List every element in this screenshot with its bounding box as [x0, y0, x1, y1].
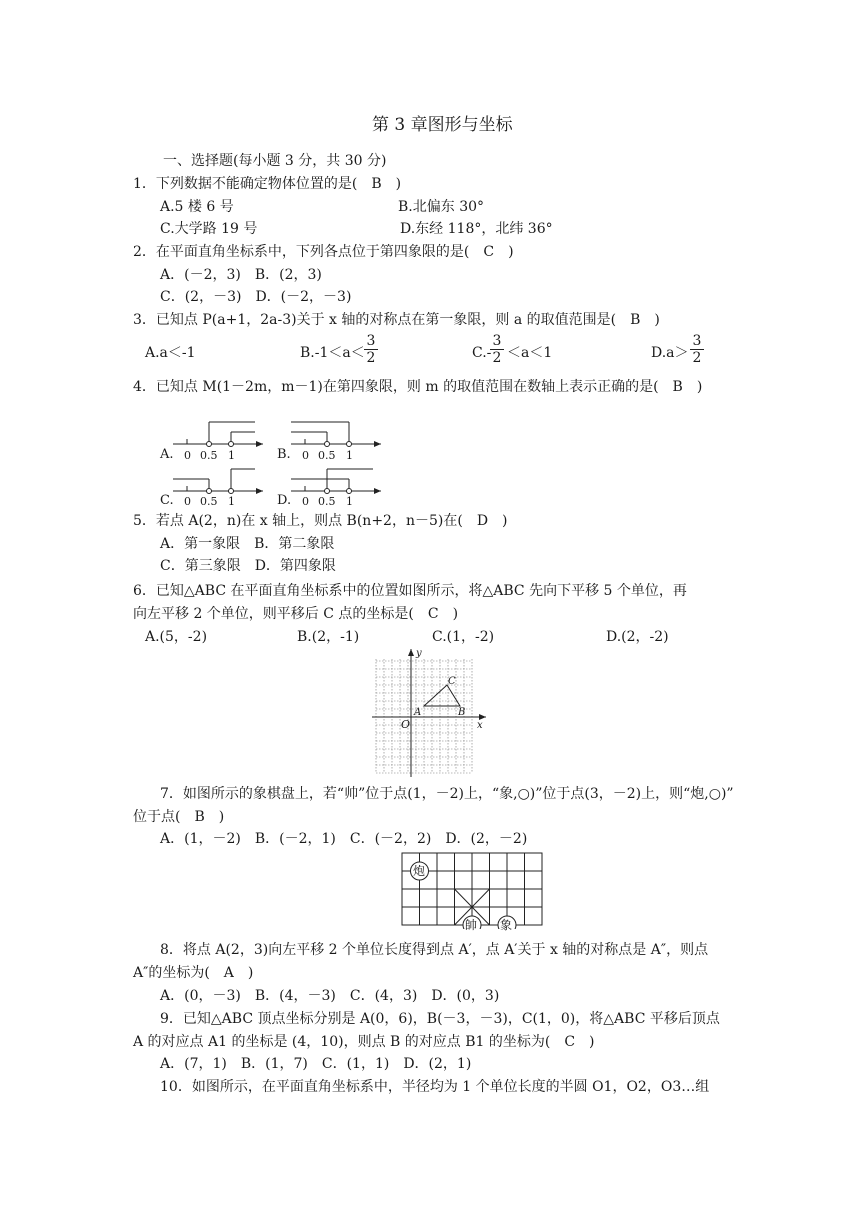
q4-tick-05: 0.5	[318, 449, 336, 462]
q1-stem: 1．下列数据不能确定物体位置的是( B )	[133, 176, 402, 192]
q6-option-b: B.(2，-1)	[297, 629, 360, 645]
q4-line-b	[291, 422, 381, 447]
q4-label-b: B.	[277, 447, 291, 462]
q6-origin-label: O	[401, 718, 411, 731]
q7-options: A．(1，－2) B．(－2，1) C．(－2，2) D．(2，－2)	[160, 831, 528, 847]
q4-stem: 4．已知点 M(1－2m，m－1)在第四象限，则 m 的取值范围在数轴上表示正确的是( B )	[133, 379, 703, 395]
q1-option-a: A.5 楼 6 号	[160, 199, 234, 215]
section-heading: 一、选择题(每小题 3 分，共 30 分)	[163, 153, 387, 169]
q3-option-a: A.a＜-1	[145, 345, 196, 361]
q6-option-d: D.(2，-2)	[606, 629, 669, 645]
q9-stem-line1: 9．已知△ABC 顶点坐标分别是 A(0，6)，B(－3，－3)，C(1，0)，将△ABC 平移后顶点	[160, 1011, 720, 1027]
q1-option-c: C.大学路 19 号	[160, 221, 258, 237]
q2-options-cd: C．(2，－3) D．(－2，－3)	[160, 289, 352, 305]
q6-point-a-label: A	[414, 707, 422, 718]
q3-option-d: D.a＞	[651, 345, 689, 361]
q5-stem: 5．若点 A(2，n)在 x 轴上，则点 B(n+2，n－5)在( D )	[133, 513, 508, 529]
q6-point-c-label: C	[448, 676, 456, 687]
q2-options-ab: A．(－2，3) B．(2，3)	[160, 267, 322, 283]
q7-xiang-piece: 象	[500, 918, 513, 932]
q4-label-c: C.	[160, 493, 174, 508]
q4-tick-1: 1	[228, 449, 235, 462]
q4-line-a	[173, 422, 263, 447]
q4-tick-0: 0	[302, 495, 309, 508]
q6-point-b-label: B	[458, 707, 466, 718]
q4-tick-0: 0	[184, 449, 191, 462]
q4-tick-1: 1	[228, 495, 235, 508]
q2-stem: 2．在平面直角坐标系中，下列各点位于第四象限的是( C )	[133, 244, 514, 260]
q5-options-cd: C．第三象限 D．第四象限	[160, 558, 336, 574]
q7-shuai-piece: 帥	[465, 918, 478, 932]
q6-x-label: x	[477, 720, 483, 731]
q3-stem: 3．已知点 P(a+1，2a-3)关于 x 轴的对称点在第一象限，则 a 的取值范围是( B )	[133, 312, 660, 328]
q4-tick-05: 0.5	[318, 495, 336, 508]
q3-option-c-post: ＜a＜1	[507, 345, 553, 361]
q6-y-label: y	[416, 648, 422, 659]
q7-stem-line2: 位于点( B )	[133, 809, 225, 825]
q3-option-b: B.-1＜a＜	[300, 345, 365, 361]
q6-option-a: A.(5，-2)	[145, 629, 208, 645]
q6-coordinate-figure	[372, 647, 490, 779]
q4-tick-1: 1	[346, 449, 353, 462]
q6-option-c: C.(1，-2)	[432, 629, 495, 645]
q4-line-d	[291, 469, 381, 494]
q4-label-a: A.	[160, 447, 174, 462]
q4-tick-1: 1	[346, 495, 353, 508]
q1-option-b: B.北偏东 30°	[398, 199, 485, 215]
q1-option-d: D.东经 118°，北纬 36°	[400, 221, 553, 237]
q5-options-ab: A．第一象限 B．第二象限	[160, 536, 335, 552]
q3-fraction-b: $\frac{3}{2}$	[364, 333, 378, 366]
q7-stem-line1: 7．如图所示的象棋盘上，若“帅”位于点(1，－2)上，“象,○)”位于点(3，－2)上，则“炮,○)”	[160, 786, 734, 802]
q9-options: A．(7，1) B．(1，7) C．(1，1) D．(2，1)	[160, 1056, 472, 1072]
q9-stem-line2: A 的对应点 A1 的坐标是 (4，10)，则点 B 的对应点 B1 的坐标为( C )	[133, 1034, 595, 1050]
q3-option-c-pre: C.-	[472, 345, 492, 361]
q4-line-c	[173, 469, 263, 494]
q3-fraction-d: $\frac{3}{2}$	[690, 333, 704, 366]
q7-pao-piece: 炮	[413, 864, 426, 878]
q4-tick-05: 0.5	[200, 449, 218, 462]
q10-stem: 10．如图所示，在平面直角坐标系中，半径均为 1 个单位长度的半圆 O1，O2，O3…组	[160, 1079, 710, 1095]
q4-tick-0: 0	[302, 449, 309, 462]
q6-stem-line2: 向左平移 2 个单位，则平移后 C 点的坐标是( C )	[133, 606, 459, 622]
page-title: 第 3 章图形与坐标	[372, 115, 513, 135]
q6-stem-line1: 6．已知△ABC 在平面直角坐标系中的位置如图所示，将△ABC 先向下平移 5 个单位，再	[133, 583, 687, 599]
q3-fraction-c: $\frac{3}{2}$	[490, 333, 504, 366]
q4-tick-0: 0	[184, 495, 191, 508]
q4-label-d: D.	[277, 493, 292, 508]
q8-options: A．(0，－3) B．(4，－3) C．(4，3) D．(0，3)	[160, 988, 500, 1004]
q4-tick-05: 0.5	[200, 495, 218, 508]
q4-number-lines	[155, 418, 395, 508]
q8-stem-line1: 8．将点 A(2，3)向左平移 2 个单位长度得到点 A′，点 A′关于 x 轴的对称点是 A″，则点	[160, 942, 709, 958]
q8-stem-line2: A″的坐标为( A )	[133, 965, 254, 981]
q7-chessboard-figure	[399, 851, 547, 932]
